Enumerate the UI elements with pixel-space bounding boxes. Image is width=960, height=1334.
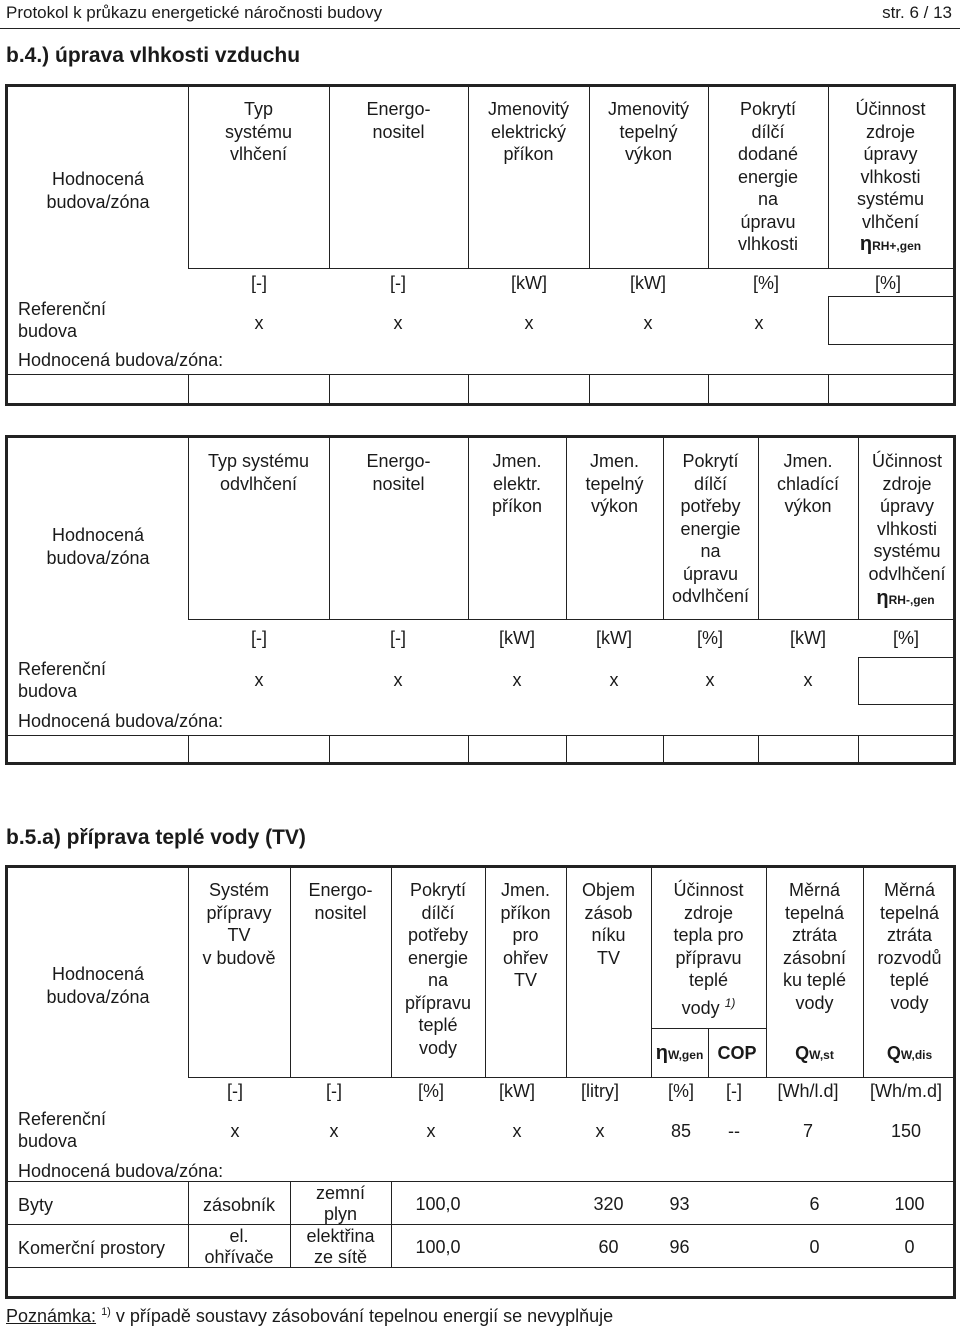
footnote-text: v případě soustavy zásobování tepelnou energií se nevyplňuje <box>110 1306 614 1326</box>
distribution-loss-symbol: QW,dis <box>886 1043 933 1063</box>
reference-building-label: Referenční budova <box>18 659 107 701</box>
ref-value: x <box>595 1121 605 1141</box>
col-coverage: Pokrytí dílčí potřeby energie na přípravu teplé vody <box>404 880 472 1058</box>
unit: [kW] <box>511 273 547 293</box>
zone-header: Hodnocená budova/zóna <box>46 964 150 1007</box>
col-efficiency: Účinnost zdroje tepla pro přípravu teplé vody $^{1)}$ <box>673 880 744 1018</box>
unit: [-] <box>251 273 267 293</box>
ref-value: x <box>754 313 764 333</box>
unit: [Wh/l.d] <box>777 1081 839 1101</box>
unit: [%] <box>752 273 779 293</box>
eta-symbol: ηRH+,gen <box>859 233 922 255</box>
ref-value: x <box>393 670 403 690</box>
col-electric-input: Jmenovitý elektrický příkon <box>487 99 570 164</box>
volume-value: 320 <box>593 1194 624 1214</box>
col-volume: Objem zásob níku TV <box>581 880 635 968</box>
page-header <box>0 0 960 29</box>
col-system: Systém přípravy TV v budově <box>202 880 276 968</box>
col-heat-output: Jmenovitý tepelný výkon <box>607 99 690 164</box>
col-system-type: Typ systému vlhčení <box>224 99 293 164</box>
eta-symbol: ηW,gen <box>655 1042 704 1064</box>
unit: [-] <box>227 1081 243 1101</box>
distribution-loss-value: 0 <box>904 1237 915 1257</box>
zone-name: Byty <box>18 1195 54 1215</box>
system-value: el. ohřívače <box>204 1226 274 1267</box>
zone-header: Hodnocená budova/zóna <box>46 169 150 212</box>
col-input: Jmen. příkon pro ohřev TV <box>500 880 551 990</box>
humidity-table <box>5 84 956 406</box>
cop-label: COP <box>717 1043 757 1063</box>
ref-value: 7 <box>802 1121 813 1141</box>
system-value: zásobník <box>202 1195 276 1215</box>
footnote-label: Poznámka: <box>6 1306 97 1326</box>
ref-value: 150 <box>890 1121 922 1141</box>
volume-value: 60 <box>598 1237 619 1257</box>
ref-value: x <box>524 313 534 333</box>
ref-value: x <box>803 670 813 690</box>
unit: [%] <box>667 1081 694 1101</box>
ref-value: x <box>426 1121 436 1141</box>
col-coverage: Pokrytí dílčí potřeby energie na úpravu odvlhčení <box>671 451 750 606</box>
col-efficiency: Účinnost zdroje úpravy vlhkosti systému vlhčení <box>855 99 926 232</box>
unit: [kW] <box>630 273 666 293</box>
dehumidification-table <box>5 435 956 765</box>
ref-value: x <box>643 313 653 333</box>
unit: [-] <box>726 1081 742 1101</box>
coverage-value: 100,0 <box>415 1194 461 1214</box>
ref-value: x <box>705 670 715 690</box>
col-distribution-loss: Měrná tepelná ztráta rozvodů teplé vody <box>877 880 942 1013</box>
unit: [kW] <box>596 628 632 648</box>
distribution-loss-value: 100 <box>894 1194 925 1214</box>
zone-header: Hodnocená budova/zóna <box>46 525 150 568</box>
hot-water-table <box>5 865 956 1299</box>
ref-value: x <box>254 313 264 333</box>
carrier-value: zemní plyn <box>315 1183 366 1224</box>
col-energy-carrier: Energo- nositel <box>366 451 431 494</box>
col-coverage: Pokrytí dílčí dodané energie na úpravu vlhkosti <box>737 99 799 254</box>
ref-value: x <box>512 1121 522 1141</box>
unit: [-] <box>390 273 406 293</box>
col-storage-loss: Měrná tepelná ztráta zásobní ku teplé vody <box>782 880 847 1013</box>
reference-building-label: Referenční budova <box>18 299 107 341</box>
page-number: str. 6 / 13 <box>882 3 952 22</box>
ref-value: x <box>254 670 264 690</box>
col-energy-carrier: Energo- nositel <box>366 99 431 142</box>
unit: [kW] <box>499 628 535 648</box>
evaluated-building-label: Hodnocená budova/zóna: <box>18 350 224 370</box>
unit: [%] <box>874 273 901 293</box>
section-title-hot-water: b.5.a) příprava teplé vody (TV) <box>6 826 306 849</box>
storage-loss-value: 0 <box>809 1237 820 1257</box>
ref-value: x <box>230 1121 240 1141</box>
unit: [Wh/m.d] <box>869 1081 942 1101</box>
col-cooling-output: Jmen. chladící výkon <box>776 451 840 516</box>
carrier-value: elektřina ze sítě <box>306 1226 375 1267</box>
footnote <box>6 1306 613 1327</box>
unit: [%] <box>892 628 919 648</box>
col-heat-output: Jmen. tepelný výkon <box>585 451 644 516</box>
unit: [-] <box>390 628 406 648</box>
storage-loss-value: 6 <box>809 1194 820 1214</box>
ref-value: x <box>393 313 403 333</box>
col-efficiency: Účinnost zdroje úpravy vlhkosti systému odvlhčení <box>868 451 946 584</box>
evaluated-building-label: Hodnocená budova/zóna: <box>18 1161 224 1181</box>
document-title: Protokol k průkazu energetické náročnosti budovy <box>6 3 383 22</box>
reference-building-label: Referenční budova <box>18 1109 107 1151</box>
unit: [kW] <box>499 1081 535 1101</box>
ref-value: x <box>329 1121 339 1141</box>
footnote-mark: 1) <box>101 1306 111 1318</box>
coverage-value: 100,0 <box>415 1237 461 1257</box>
unit: [%] <box>696 628 723 648</box>
ref-value: x <box>609 670 619 690</box>
eta-symbol: ηRH-,gen <box>876 587 935 609</box>
efficiency-value: 93 <box>669 1194 690 1214</box>
storage-loss-symbol: QW,st <box>795 1043 834 1063</box>
zone-name: Komerční prostory <box>18 1238 166 1258</box>
col-electric-input: Jmen. elektr. příkon <box>491 451 543 516</box>
unit: [-] <box>251 628 267 648</box>
col-system-type: Typ systému odvlhčení <box>207 451 310 494</box>
unit: [%] <box>417 1081 444 1101</box>
ref-value: 85 <box>670 1121 692 1141</box>
col-energy-carrier: Energo- nositel <box>308 880 373 923</box>
section-title-humidity: b.4.) úprava vlhkosti vzduchu <box>6 44 301 67</box>
unit: [-] <box>326 1081 342 1101</box>
evaluated-building-label: Hodnocená budova/zóna: <box>18 711 224 731</box>
unit: [litry] <box>581 1081 619 1101</box>
unit: [kW] <box>790 628 826 648</box>
ref-value: -- <box>728 1121 740 1141</box>
efficiency-value: 96 <box>669 1237 690 1257</box>
ref-value: x <box>512 670 522 690</box>
